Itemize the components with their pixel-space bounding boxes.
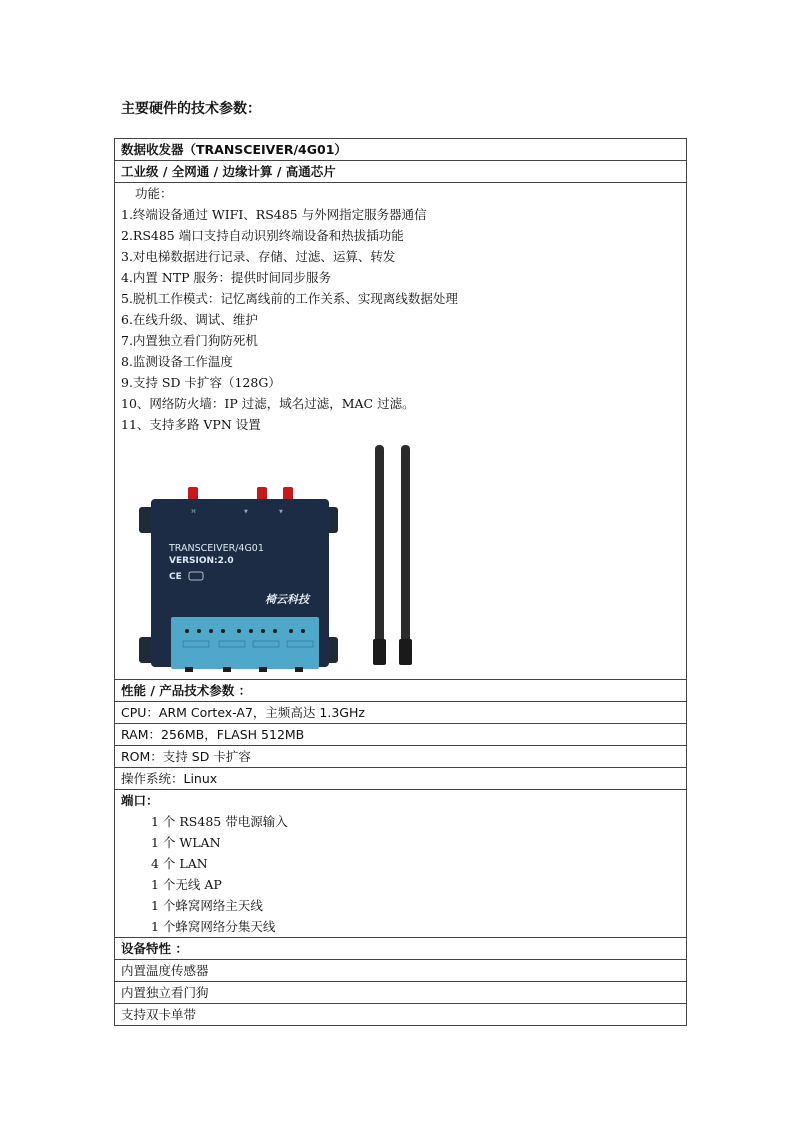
function-item: 2.RS485 端口支持自动识别终端设备和热拔插功能	[121, 228, 404, 243]
antenna-connector	[188, 487, 198, 501]
ports-cell	[115, 790, 687, 938]
page-heading: 主要硬件的技术参数：	[121, 101, 261, 117]
port-item: 1 个蜂窝网络分集天线	[151, 919, 276, 934]
function-item: 4.内置 NTP 服务：提供时间同步服务	[121, 270, 332, 285]
function-item: 9.支持 SD 卡扩容（128G）	[121, 375, 281, 390]
performance-title: 性能 / 产品技术参数 ：	[115, 680, 687, 702]
function-item: 10、网络防火墙：IP 过滤，域名过滤，MAC 过滤。	[121, 396, 415, 411]
function-item: 5.脱机工作模式：记忆离线前的工作关系、实现离线数据处理	[121, 291, 458, 306]
port-item: 1 个 RS485 带电源输入	[151, 814, 288, 829]
function-item: 1.终端设备通过 WIFI、RS485 与外网指定服务器通信	[121, 207, 427, 222]
device-photo	[139, 441, 484, 673]
feature-item: 内置温度传感器	[115, 960, 687, 982]
svg-text:▼: ▼	[244, 509, 248, 515]
spec-rom: ROM：支持 SD 卡扩容	[115, 746, 687, 768]
svg-text:⌘: ⌘	[191, 509, 196, 515]
svg-text:▼: ▼	[279, 509, 283, 515]
port-item: 1 个蜂窝网络主天线	[151, 898, 263, 913]
functions-label: 功能：	[135, 186, 173, 201]
feature-item: 支持双卡单带	[115, 1004, 687, 1026]
spec-table	[114, 138, 687, 1026]
device-version-label: VERSION:2.0	[169, 556, 234, 566]
ce-mark: CE	[169, 572, 182, 582]
antenna-connector	[257, 487, 267, 501]
port-item: 1 个 WLAN	[151, 835, 221, 850]
function-item: 11、支持多路 VPN 设置	[121, 417, 261, 432]
functions-cell	[115, 183, 687, 680]
brand-logo: 椅云科技	[265, 593, 309, 606]
spec-os: 操作系统：Linux	[115, 768, 687, 790]
antenna-right	[399, 445, 412, 665]
tagline: 工业级 / 全网通 / 边缘计算 / 高通芯片	[115, 161, 687, 183]
features-title: 设备特性 ：	[115, 938, 687, 960]
spec-cpu: CPU：ARM Cortex-A7，主频高达 1.3GHz	[115, 702, 687, 724]
device-model-label: TRANSCEIVER/4G01	[169, 543, 264, 554]
antenna-connector	[283, 487, 293, 501]
antenna-left	[373, 445, 386, 665]
function-item: 7.内置独立看门狗防死机	[121, 333, 258, 348]
spec-ram: RAM：256MB，FLASH 512MB	[115, 724, 687, 746]
ports-label: 端口：	[121, 793, 159, 808]
device-title: 数据收发器（TRANSCEIVER/4G01）	[115, 139, 687, 161]
function-item: 3.对电梯数据进行记录、存储、过滤、运算、转发	[121, 249, 396, 264]
port-item: 1 个无线 AP	[151, 877, 222, 892]
port-item: 4 个 LAN	[151, 856, 208, 871]
function-item: 8.监测设备工作温度	[121, 354, 233, 369]
feature-item: 内置独立看门狗	[115, 982, 687, 1004]
function-item: 6.在线升级、调试、维护	[121, 312, 258, 327]
